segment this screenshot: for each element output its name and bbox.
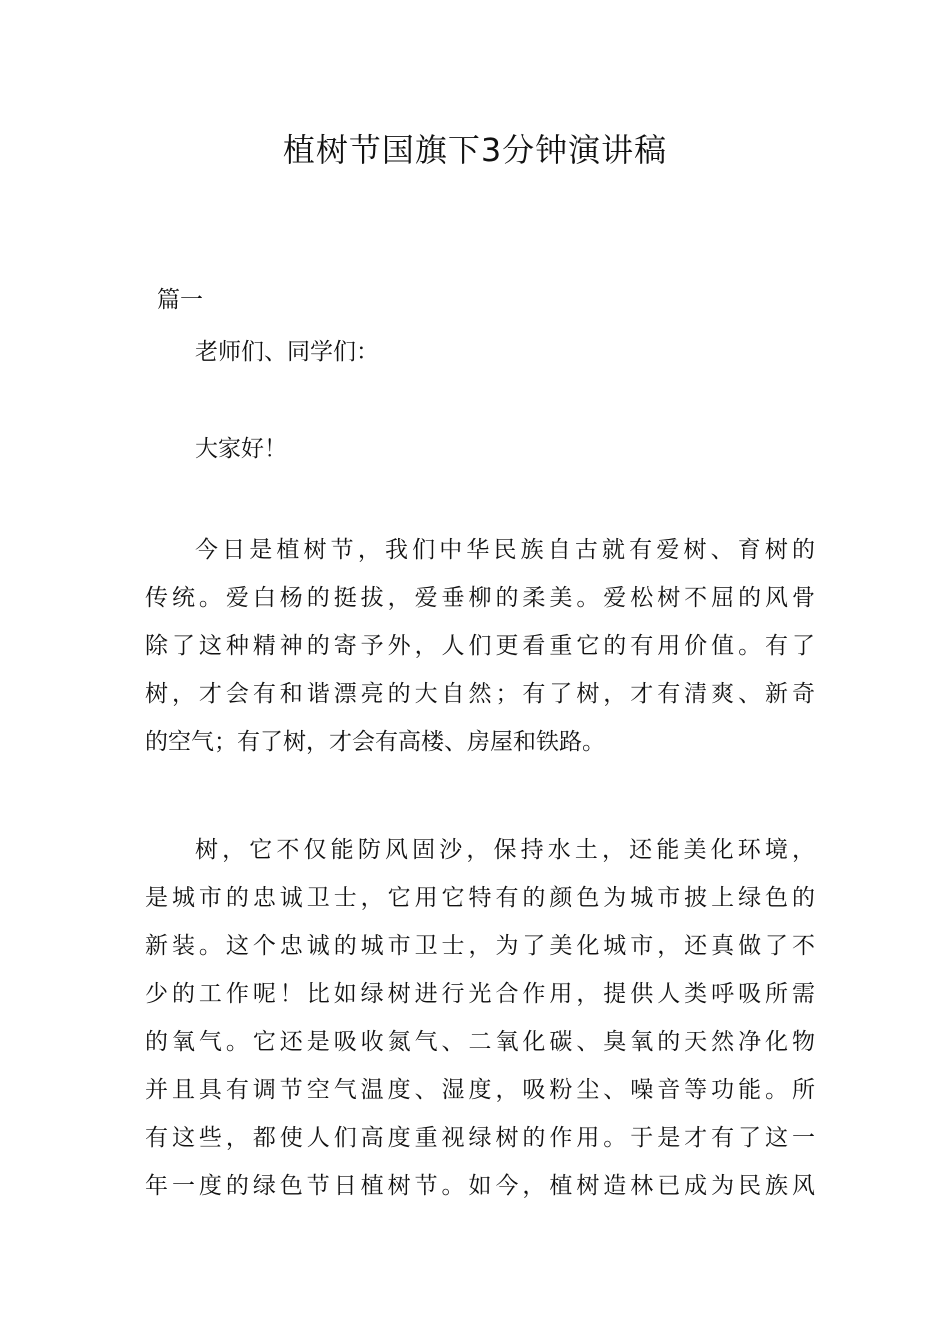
paragraph-line: 今日是植树节，我们中华民族自古就有爱树、育树的 (195, 537, 815, 563)
paragraph-line: 并且具有调节空气温度、湿度，吸粉尘、噪音等功能。所 (145, 1077, 815, 1103)
paragraph (145, 826, 815, 1210)
paragraph-line: 是城市的忠诚卫士，它用它特有的颜色为城市披上绿色的 (145, 885, 815, 911)
paragraph (145, 526, 815, 766)
paragraph-line: 树，它不仅能防风固沙，保持水土，还能美化环境， (195, 837, 815, 863)
section-label: 篇一 (157, 287, 203, 313)
paragraph-line: 除了这种精神的寄予外，人们更看重它的有用价值。有了 (145, 633, 815, 659)
paragraph-line: 树，才会有和谐漂亮的大自然；有了树，才有清爽、新奇 (145, 681, 815, 707)
paragraph-line: 少的工作呢！比如绿树进行光合作用，提供人类呼吸所需 (145, 981, 815, 1007)
paragraph-line: 新装。这个忠诚的城市卫士，为了美化城市，还真做了不 (145, 933, 815, 959)
greeting: 大家好！ (195, 436, 287, 462)
paragraph-line: 传统。爱白杨的挺拔，爱垂柳的柔美。爱松树不屈的风骨 (145, 585, 815, 611)
paragraph-line: 有这些，都使人们高度重视绿树的作用。于是才有了这一 (145, 1125, 815, 1151)
paragraph-line: 的空气；有了树，才会有高楼、房屋和铁路。 (145, 729, 605, 755)
document-title: 植树节国旗下3分钟演讲稿 (282, 131, 668, 169)
salutation: 老师们、同学们： (195, 339, 379, 365)
paragraph-line: 年一度的绿色节日植树节。如今，植树造林已成为民族风 (145, 1173, 815, 1199)
paragraph-line: 的氧气。它还是吸收氮气、二氧化碳、臭氧的天然净化物 (145, 1029, 815, 1055)
